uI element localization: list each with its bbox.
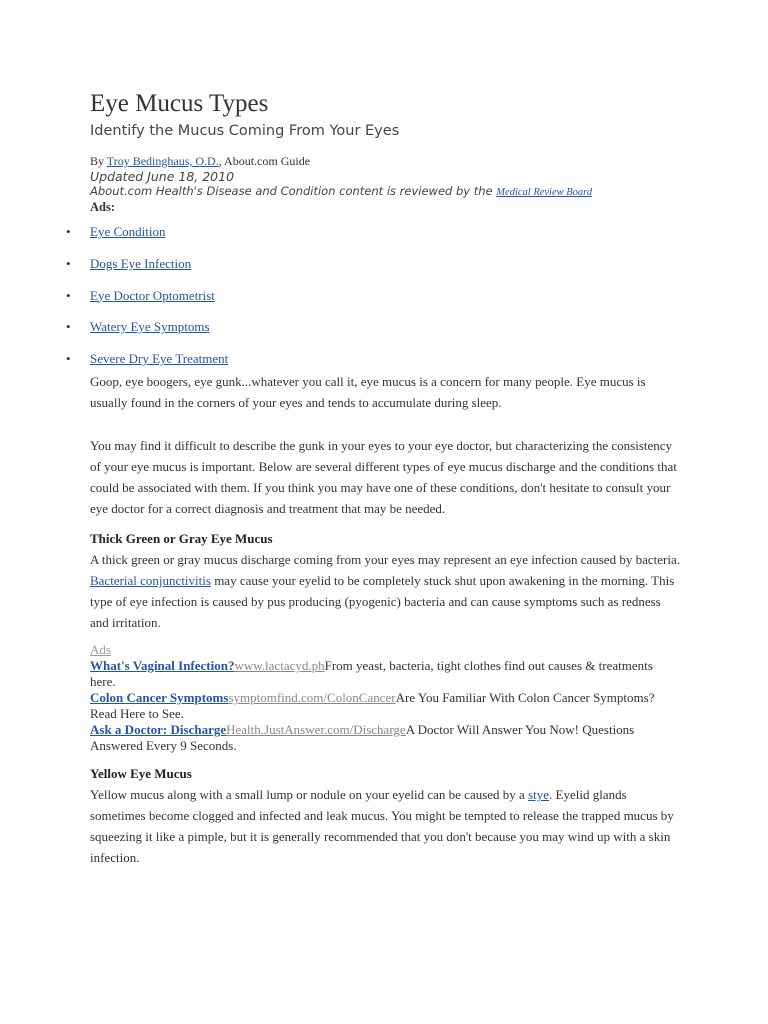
paragraph-gap [90,413,680,435]
section1-text-before: A thick green or gray mucus discharge coming from your eyes may represent an eye infection caused by bacteria. [90,552,680,568]
ad-link-eye-doctor-optometrist[interactable]: Eye Doctor Optometrist [90,287,215,303]
ad-description: Are You Familiar With Colon Cancer Symptoms? Read Here to See. [90,690,655,722]
bacterial-conjunctivitis-link[interactable]: Bacterial conjunctivitis [90,573,211,589]
ad-link-eye-condition[interactable]: Eye Condition [90,224,166,239]
ad-url-link[interactable]: www.lactacyd.ph [234,658,325,674]
bullet-icon: • [66,351,71,367]
ad-url-link[interactable]: Health.JustAnswer.com/Discharge [226,722,406,738]
byline [90,154,680,169]
section-heading-green-gray: Thick Green or Gray Eye Mucus [90,531,273,547]
ad-row [90,658,680,690]
ad-row [90,690,680,722]
author-link[interactable]: Troy Bedinghaus, O.D. [106,154,219,168]
list-item [66,224,680,240]
ad-link-watery-eye-symptoms[interactable]: Watery Eye Symptoms [90,319,210,335]
section2-text-before: Yellow mucus along with a small lump or nodule on your eyelid can be caused by a [90,787,529,803]
page-subtitle: Identify the Mucus Coming From Your Eyes [90,123,400,139]
bullet-icon: • [66,287,71,303]
sponsored-ads [90,642,680,754]
section2-text-after: . Eyelid glands sometimes become clogged and infected and leak mucus. You might be tempted to release the trapped mucus by squeezing it like a pimple, but it is generally recommended that you don't because you may wind up with a skin infection. [90,787,674,866]
list-item [66,319,680,335]
article [66,88,680,868]
ads-label: Ads: [90,200,116,214]
ad-description: From yeast, bacteria, tight clothes find out causes & treatments here. [90,658,653,690]
section-paragraph-green-gray [90,549,680,633]
intro-paragraph-1: Goop, eye boogers, eye gunk...whatever you call it, eye mucus is a concern for many people. Eye mucus is usually found in the corners of your eyes and tends to accumulate during sleep. [90,374,646,411]
list-item [66,255,680,272]
list-item [66,351,680,367]
ad-title-link[interactable]: Colon Cancer Symptoms [90,690,229,706]
stye-link[interactable]: stye [528,787,550,803]
list-item [66,287,680,304]
ad-url-link[interactable]: symptomfind.com/ColonCancer [228,690,396,706]
review-text: About.com Health's Disease and Condition content is reviewed by the [90,184,497,198]
review-notice [90,184,680,200]
byline-prefix: By [90,154,107,168]
ad-link-dogs-eye-infection[interactable]: Dogs Eye Infection [90,255,192,271]
ad-link-list [66,224,680,367]
byline-suffix: , About.com Guide [218,154,311,168]
ad-row [90,722,680,754]
ad-link-severe-dry-eye-treatment[interactable]: Severe Dry Eye Treatment [90,351,229,367]
page-title: Eye Mucus Types [90,90,269,117]
section-paragraph-yellow [90,784,680,868]
bullet-icon: • [66,319,71,335]
intro-paragraph-2: You may find it difficult to describe the gunk in your eyes to your eye doctor, but characterizing the consistency of your eye mucus is important. Below are several different types of eye mucus discharge and the conditions that could be associated with them. If you think you may have one of these conditions, don't hesitate to consult your eye doctor for a correct diagnosis and treatment that may be needed. [90,438,677,517]
bullet-icon: • [66,255,71,271]
ad-description: A Doctor Will Answer You Now! Questions Answered Every 9 Seconds. [90,722,635,754]
section-heading-yellow: Yellow Eye Mucus [90,766,192,782]
ad-title-link[interactable]: Ask a Doctor: Discharge [90,722,227,738]
ad-title-link[interactable]: What's Vaginal Infection? [90,658,235,674]
section1-text-after: may cause your eyelid to be completely stuck shut upon awakening in the morning. This type of eye infection is caused by pus producing (pyogenic) bacteria and can cause symptoms such as redness and irritation. [90,573,675,631]
bullet-icon: • [66,224,71,239]
medical-review-board-link[interactable]: Medical Review Board [496,187,593,198]
ads-heading-link[interactable]: Ads [90,642,111,658]
updated-date: Updated June 18, 2010 [90,169,235,184]
